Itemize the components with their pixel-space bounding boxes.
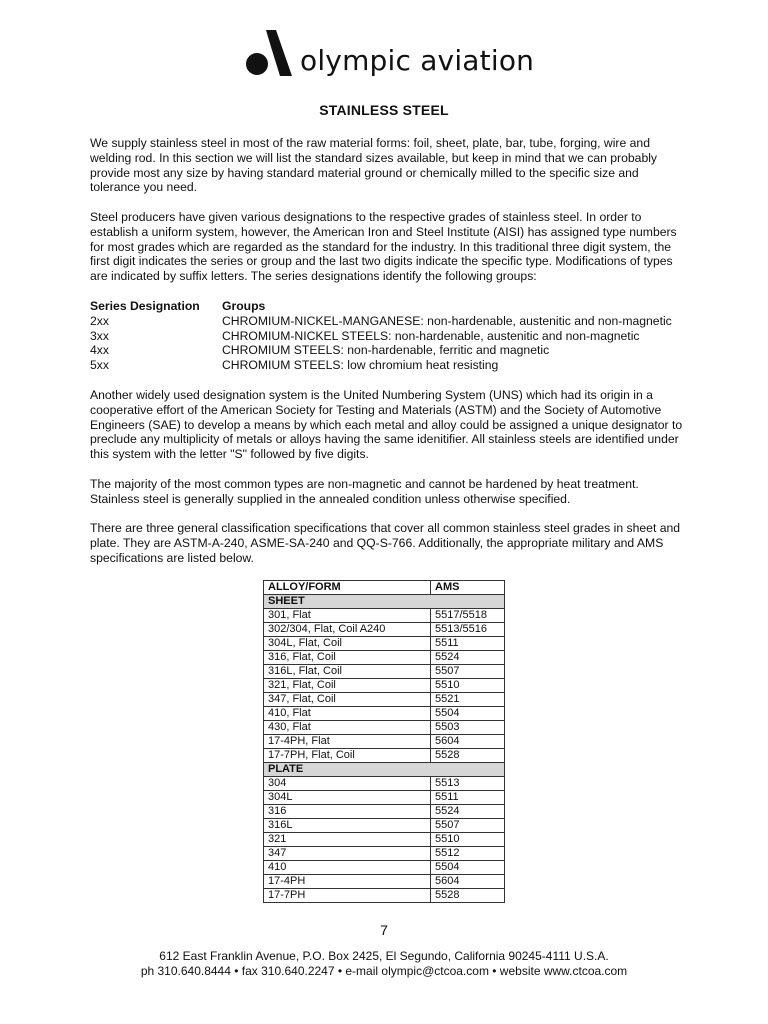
alloy-form-cell: 430, Flat	[264, 721, 431, 735]
series-designation: 3xx	[90, 328, 109, 343]
table-row	[264, 637, 505, 651]
company-logo	[246, 30, 534, 76]
ams-cell: 5510	[431, 679, 505, 693]
table-row	[264, 679, 505, 693]
footer-contact: ph 310.640.8444 • fax 310.640.2247 • e-mail olympic@ctcoa.com • website www.ctcoa.com	[140, 964, 628, 978]
table-row	[264, 735, 505, 749]
designation-paragraph: Steel producers have given various designations to the respective grades of stainless steel. In order to establish a uniform system, however, the American Iron and Steel Institute (AISI) has assigned type numbers for most grades which are regarded as the standard for the industry. In this traditional three digit system, the first digit indicates the series or group and the last two digits indicate the specific type. Modifications of types are indicated by suffix letters. The series designations identify the following groups:	[90, 210, 677, 284]
alloy-form-cell: 17-4PH	[264, 875, 431, 889]
alloy-form-cell: 347, Flat, Coil	[264, 693, 431, 707]
series-group: CHROMIUM-NICKEL-MANGANESE: non-hardenable, austenitic and non-magnetic	[222, 313, 672, 328]
logo-text: olympic aviation	[300, 44, 535, 77]
ams-cell: 5503	[431, 721, 505, 735]
table-row	[264, 707, 505, 721]
table-row	[264, 861, 505, 875]
series-row	[90, 343, 690, 358]
table-row	[264, 791, 505, 805]
alloy-form-cell: 316	[264, 805, 431, 819]
specifications-paragraph: There are three general classification specifications that cover all common stainless steel grades in sheet and plate. They are ASTM-A-240, ASME-SA-240 and QQ-S-766. Additionally, the appropriate military and AMS specifications are listed below.	[90, 521, 681, 565]
ams-cell: 5507	[431, 665, 505, 679]
alloy-form-cell: 410	[264, 861, 431, 875]
ams-cell: 5604	[431, 735, 505, 749]
series-table-header	[90, 299, 690, 314]
table-row	[264, 805, 505, 819]
series-group: CHROMIUM STEELS: non-hardenable, ferritic and magnetic	[222, 343, 550, 358]
table-row	[264, 651, 505, 665]
ams-cell: 5528	[431, 889, 505, 903]
footer	[0, 949, 768, 979]
ams-header-alloy-form: ALLOY/FORM	[264, 581, 431, 595]
footer-address: 612 East Franklin Avenue, P.O. Box 2425, El Segundo, California 90245-4111 U.S.A.	[159, 949, 609, 963]
alloy-form-cell: 304	[264, 777, 431, 791]
table-row	[264, 623, 505, 637]
ams-cell: 5504	[431, 707, 505, 721]
table-row	[264, 833, 505, 847]
alloy-form-cell: 302/304, Flat, Coil A240	[264, 623, 431, 637]
ams-group-row	[264, 763, 505, 777]
series-designation: 2xx	[90, 313, 109, 328]
alloy-form-cell: 17-4PH, Flat	[264, 735, 431, 749]
series-header-groups: Groups	[222, 299, 266, 313]
page-title: STAINLESS STEEL	[319, 102, 449, 118]
table-row	[264, 889, 505, 903]
ams-cell: 5528	[431, 749, 505, 763]
ams-cell: 5513/5516	[431, 623, 505, 637]
table-row	[264, 819, 505, 833]
page-number: 7	[380, 922, 388, 938]
table-row	[264, 665, 505, 679]
alloy-form-cell: 316L, Flat, Coil	[264, 665, 431, 679]
ams-table-header	[264, 581, 505, 595]
alloy-form-cell: 316, Flat, Coil	[264, 651, 431, 665]
ams-group-label: SHEET	[264, 595, 505, 609]
table-row	[264, 749, 505, 763]
ams-cell: 5524	[431, 651, 505, 665]
alloy-form-cell: 410, Flat	[264, 707, 431, 721]
ams-group-row	[264, 595, 505, 609]
series-row	[90, 314, 690, 329]
ams-group-label: PLATE	[264, 763, 505, 777]
ams-cell: 5510	[431, 833, 505, 847]
uns-paragraph: Another widely used designation system is the United Numbering System (UNS) which had its origin in a cooperative effort of the American Society for Testing and Materials (ASTM) and the Society of Automotive Engineers (SAE) to develop a means by which each metal and alloy could be assigned a unique designator to preclude any multiplicity of metals or alloys having the same idenitifier. All stainless steels are identified under this system with the letter "S" followed by five digits.	[90, 388, 683, 462]
series-table	[90, 299, 690, 373]
alloy-form-cell: 347	[264, 847, 431, 861]
intro-paragraph: We supply stainless steel in most of the raw material forms: foil, sheet, plate, bar, tube, forging, wire and welding rod. In this section we will list the standard sizes available, but keep in mind that we can probably provide most any size by having standard material ground or chemically milled to the specific size and tolerance you need.	[90, 136, 658, 195]
ams-cell: 5513	[431, 777, 505, 791]
table-row	[264, 847, 505, 861]
series-designation: 4xx	[90, 343, 109, 358]
ams-cell: 5511	[431, 637, 505, 651]
alloy-form-cell: 316L	[264, 819, 431, 833]
alloy-form-cell: 304L	[264, 791, 431, 805]
table-row	[264, 875, 505, 889]
ams-cell: 5507	[431, 819, 505, 833]
table-row	[264, 693, 505, 707]
ams-cell: 5524	[431, 805, 505, 819]
series-group: CHROMIUM-NICKEL STEELS: non-hardenable, austenitic and non-magnetic	[222, 328, 640, 343]
alloy-form-cell: 321, Flat, Coil	[264, 679, 431, 693]
ams-table	[263, 580, 505, 903]
ams-cell: 5504	[431, 861, 505, 875]
ams-cell: 5511	[431, 791, 505, 805]
alloy-form-cell: 301, Flat	[264, 609, 431, 623]
series-row	[90, 358, 690, 373]
table-row	[264, 609, 505, 623]
ams-cell: 5521	[431, 693, 505, 707]
table-row	[264, 777, 505, 791]
alloy-form-cell: 304L, Flat, Coil	[264, 637, 431, 651]
series-row	[90, 329, 690, 344]
series-group: CHROMIUM STEELS: low chromium heat resisting	[222, 358, 499, 373]
ams-header-ams: AMS	[431, 581, 505, 595]
ams-cell: 5604	[431, 875, 505, 889]
alloy-form-cell: 321	[264, 833, 431, 847]
series-header-designation: Series Designation	[90, 299, 200, 313]
olympic-aviation-logo-mark-icon	[246, 30, 294, 76]
series-designation: 5xx	[90, 358, 109, 373]
ams-cell: 5512	[431, 847, 505, 861]
alloy-form-cell: 17-7PH	[264, 889, 431, 903]
non-magnetic-paragraph: The majority of the most common types are non-magnetic and cannot be hardened by heat treatment. Stainless steel is generally supplied in the annealed condition unless otherwise specified.	[90, 477, 639, 506]
ams-cell: 5517/5518	[431, 609, 505, 623]
alloy-form-cell: 17-7PH, Flat, Coil	[264, 749, 431, 763]
table-row	[264, 721, 505, 735]
